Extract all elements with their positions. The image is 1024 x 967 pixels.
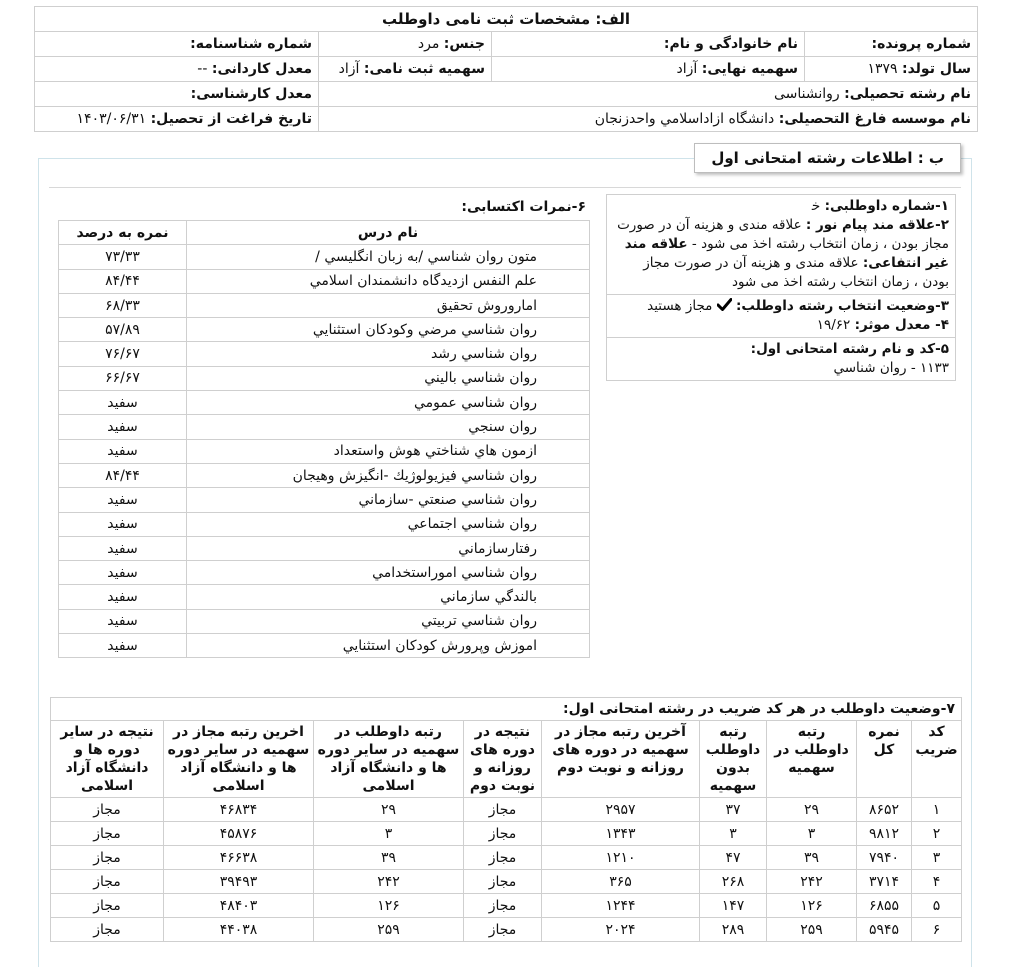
course-name: رفتارسازماني [187, 536, 590, 560]
status-cell: مجاز [464, 822, 542, 846]
status-cell: ۲۸۹ [700, 918, 767, 942]
status-cell: مجاز [464, 918, 542, 942]
section-a-title: الف: مشخصات ثبت نامی داوطلب [35, 7, 978, 32]
pnu-label: ۲-علاقه مند پیام نور : [805, 217, 949, 233]
table-row [59, 415, 590, 439]
status-cell: ۴۸۴۰۳ [164, 894, 314, 918]
institute-label: نام موسسه فارغ التحصیلی: [778, 111, 971, 127]
registration-table [34, 6, 978, 132]
table-row [59, 536, 590, 560]
selection-status-value: مجاز هستید [647, 298, 713, 314]
status-cell: ۴ [912, 870, 962, 894]
course-name: علم النفس ازديدگاه دانشمندان اسلامي [187, 269, 590, 293]
col-percent: نمره به درصد [59, 221, 187, 245]
status-title: ۷-وضعیت داوطلب در هر کد ضریب در رشته امتحانی اول: [50, 697, 962, 720]
status-cell: مجاز [51, 846, 164, 870]
check-icon [717, 298, 732, 311]
birth-year-value: ۱۳۷۹ [867, 61, 898, 77]
table-row [59, 245, 590, 269]
table-row [59, 342, 590, 366]
course-percent: سفيد [59, 415, 187, 439]
grades-title: ۶-نمرات اکتسابی: [461, 199, 586, 215]
status-cell: ۲۵۹ [314, 918, 464, 942]
reg-quota-label: سهمیه ثبت نامی: [363, 61, 485, 77]
status-cell: ۲۹۵۷ [542, 798, 700, 822]
section-b-title: ب : اطلاعات رشته امتحانی اول [694, 143, 961, 173]
status-cell: ۱۳۴۳ [542, 822, 700, 846]
course-name: روان شناسي مرضي وكودكان استثنايي [187, 318, 590, 342]
course-percent: ۵۷/۸۹ [59, 318, 187, 342]
status-cell: ۲۹ [767, 798, 857, 822]
reg-quota-value: آزاد [338, 61, 360, 77]
course-percent: سفيد [59, 488, 187, 512]
status-cell: ۳ [767, 822, 857, 846]
effective-gpa-label: ۴- معدل موثر: [854, 317, 949, 333]
course-percent: ۷۶/۶۷ [59, 342, 187, 366]
status-cell: ۲۵۹ [767, 918, 857, 942]
status-cell: مجاز [51, 894, 164, 918]
selection-status-label: ۳-وضعیت انتخاب رشته داوطلب: [736, 298, 949, 314]
table-row [59, 561, 590, 585]
status-cell: مجاز [51, 798, 164, 822]
status-cell: ۳ [314, 822, 464, 846]
course-percent: سفيد [59, 634, 187, 658]
candidate-no-label: ۱-شماره داوطلبی: [824, 198, 949, 214]
table-row [59, 391, 590, 415]
effective-gpa-value: ۱۹/۶۲ [816, 317, 851, 333]
course-name: امارو‌روش تحقيق [187, 293, 590, 317]
table-row [51, 822, 962, 846]
course-percent: ۶۶/۶۷ [59, 366, 187, 390]
table-row [59, 585, 590, 609]
course-percent: ۸۴/۴۴ [59, 269, 187, 293]
status-cell: ۱۲۶ [767, 894, 857, 918]
status-cell: ۳ [912, 846, 962, 870]
table-row [51, 846, 962, 870]
status-cell: ۸۶۵۲ [857, 798, 912, 822]
status-cell: ۴۶۶۳۸ [164, 846, 314, 870]
status-cell: ۳۹ [767, 846, 857, 870]
table-row [51, 894, 962, 918]
course-name: متون روان شناسي /به زبان انگليسي / [187, 245, 590, 269]
status-cell: ۲۴۲ [767, 870, 857, 894]
status-cell: ۵۹۴۵ [857, 918, 912, 942]
gender-label: جنس: [443, 36, 485, 52]
course-name: روان شناسي رشد [187, 342, 590, 366]
bachelor-gpa-label: معدل کارشناسی: [190, 86, 312, 102]
course-percent: ۸۴/۴۴ [59, 463, 187, 487]
grad-date-value: ۱۴۰۳/۰۶/۳۱ [76, 111, 147, 127]
course-percent: سفيد [59, 585, 187, 609]
status-cell: ۲۰۲۴ [542, 918, 700, 942]
course-name: روان شناسي صنعتي -سازماني [187, 488, 590, 512]
section-b-divider [49, 187, 961, 188]
info-block-1 [606, 194, 956, 295]
status-cell: ۳۹ [314, 846, 464, 870]
table-row [59, 463, 590, 487]
table-row [51, 918, 962, 942]
course-percent: سفيد [59, 391, 187, 415]
status-cell: ۴۵۸۷۶ [164, 822, 314, 846]
course-name: روان شناسي اجتماعي [187, 512, 590, 536]
status-cell: ۶ [912, 918, 962, 942]
course-percent: سفيد [59, 439, 187, 463]
status-cell: مجاز [464, 870, 542, 894]
status-cell: ۱۲۱۰ [542, 846, 700, 870]
status-cell: ۲۴۲ [314, 870, 464, 894]
table-row [59, 318, 590, 342]
table-row [51, 870, 962, 894]
associate-gpa-value: -- [197, 61, 208, 77]
field-value: روانشناسی [773, 86, 840, 102]
status-table [50, 720, 962, 942]
status-cell: ۱ [912, 798, 962, 822]
status-col-header: نتیجه در سایر دوره ها و دانشگاه آزاد اسلامی [51, 721, 164, 798]
status-cell: ۳ [700, 822, 767, 846]
course-percent: ۷۳/۳۳ [59, 245, 187, 269]
status-cell: مجاز [464, 798, 542, 822]
status-section [50, 697, 962, 942]
status-cell: مجاز [464, 894, 542, 918]
status-cell: ۴۷ [700, 846, 767, 870]
course-name: روان شناسي عمومي [187, 391, 590, 415]
status-cell: ۹۸۱۲ [857, 822, 912, 846]
status-cell: ۲۹ [314, 798, 464, 822]
nonprofit-label: علاقه مند غیر انتفاعی: [624, 236, 949, 271]
status-cell: ۱۴۷ [700, 894, 767, 918]
pnu-text: علاقه مندی و هزینه آن در صورت مجاز بودن ، زمان انتخاب رشته اخذ می شود - [617, 217, 949, 252]
course-percent: سفيد [59, 561, 187, 585]
status-cell: ۱۲۴۴ [542, 894, 700, 918]
status-cell: مجاز [464, 846, 542, 870]
course-percent: ۶۸/۳۳ [59, 293, 187, 317]
status-cell: ۵ [912, 894, 962, 918]
status-col-header: آخرین رتبه مجاز در سهمیه در دوره های روزانه و نوبت دوم [542, 721, 700, 798]
field-label: نام رشته تحصیلی: [844, 86, 971, 102]
status-cell: مجاز [51, 918, 164, 942]
course-name: اموزش وپرورش كودكان استثنايي [187, 634, 590, 658]
course-name: ازمون هاي شناختي هوش واستعداد [187, 439, 590, 463]
section-a [34, 6, 978, 132]
status-cell: مجاز [51, 822, 164, 846]
table-row [59, 366, 590, 390]
table-row [59, 634, 590, 658]
field-code-value: ۱۱۳۳ - روان شناسي [833, 360, 949, 376]
table-row [59, 269, 590, 293]
grades-table [58, 220, 590, 658]
table-row [51, 798, 962, 822]
status-cell: ۲۶۸ [700, 870, 767, 894]
course-name: روان شناسي باليني [187, 366, 590, 390]
table-row [59, 488, 590, 512]
birth-year-label: سال تولد: [901, 61, 971, 77]
status-cell: ۴۴۰۳۸ [164, 918, 314, 942]
candidate-info [606, 194, 956, 381]
status-cell: ۷۹۴۰ [857, 846, 912, 870]
status-cell: ۲ [912, 822, 962, 846]
course-percent: سفيد [59, 609, 187, 633]
status-cell: ۳۹۴۹۳ [164, 870, 314, 894]
field-code-label: ۵-کد و نام رشته امتحانی اول: [750, 341, 949, 357]
status-cell: ۴۶۸۳۴ [164, 798, 314, 822]
nonprofit-text: علاقه مندی و هزینه آن در صورت مجاز بودن ، زمان انتخاب رشته اخذ می شود [643, 255, 949, 290]
status-col-header: رتبه داوطلب در سهمیه در سایر دوره ها و دانشگاه آزاد اسلامی [314, 721, 464, 798]
info-block-3 [606, 338, 956, 381]
course-name: بالندگي سازماني [187, 585, 590, 609]
grad-date-label: تاریخ فراغت از تحصیل: [150, 111, 312, 127]
status-cell: مجاز [51, 870, 164, 894]
course-name: روان سنجي [187, 415, 590, 439]
status-col-header: اخرین رتبه مجاز در سهمیه در سایر دوره ها و دانشگاه آزاد اسلامی [164, 721, 314, 798]
course-percent: سفيد [59, 512, 187, 536]
final-quota-value: آزاد [676, 61, 698, 77]
candidate-no-value: ﺧ [811, 198, 821, 214]
institute-value: دانشگاه ازاداسلامي واحدزنجان [594, 111, 775, 127]
col-course-name: نام درس [187, 221, 590, 245]
table-row [59, 512, 590, 536]
course-percent: سفيد [59, 536, 187, 560]
grades-section [58, 196, 590, 658]
status-cell: ۳۶۵ [542, 870, 700, 894]
gender-value: مرد [417, 36, 440, 52]
status-col-header: رتبه داوطلب بدون سهمیه [700, 721, 767, 798]
id-number-label: شماره شناسنامه: [190, 36, 312, 52]
associate-gpa-label: معدل کاردانی: [211, 61, 312, 77]
info-block-2 [606, 295, 956, 338]
course-name: روان شناسي تربيتي [187, 609, 590, 633]
table-row [59, 439, 590, 463]
course-name: روان شناسي فيزيولوژيك -انگيزش وهيجان [187, 463, 590, 487]
status-cell: ۱۲۶ [314, 894, 464, 918]
status-col-header: رتبه داوطلب در سهمیه [767, 721, 857, 798]
family-name-label: نام خانوادگی و نام: [663, 36, 798, 52]
final-quota-label: سهمیه نهایی: [701, 61, 798, 77]
table-row [59, 293, 590, 317]
status-cell: ۳۷ [700, 798, 767, 822]
course-name: روان شناسي اموراستخدامي [187, 561, 590, 585]
table-row [59, 609, 590, 633]
status-cell: ۳۷۱۴ [857, 870, 912, 894]
status-cell: ۶۸۵۵ [857, 894, 912, 918]
file-number-label: شماره پرونده: [871, 36, 971, 52]
status-col-header: نمره کل [857, 721, 912, 798]
status-col-header: نتیجه در دوره های روزانه و نوبت دوم [464, 721, 542, 798]
status-col-header: کد ضریب [912, 721, 962, 798]
